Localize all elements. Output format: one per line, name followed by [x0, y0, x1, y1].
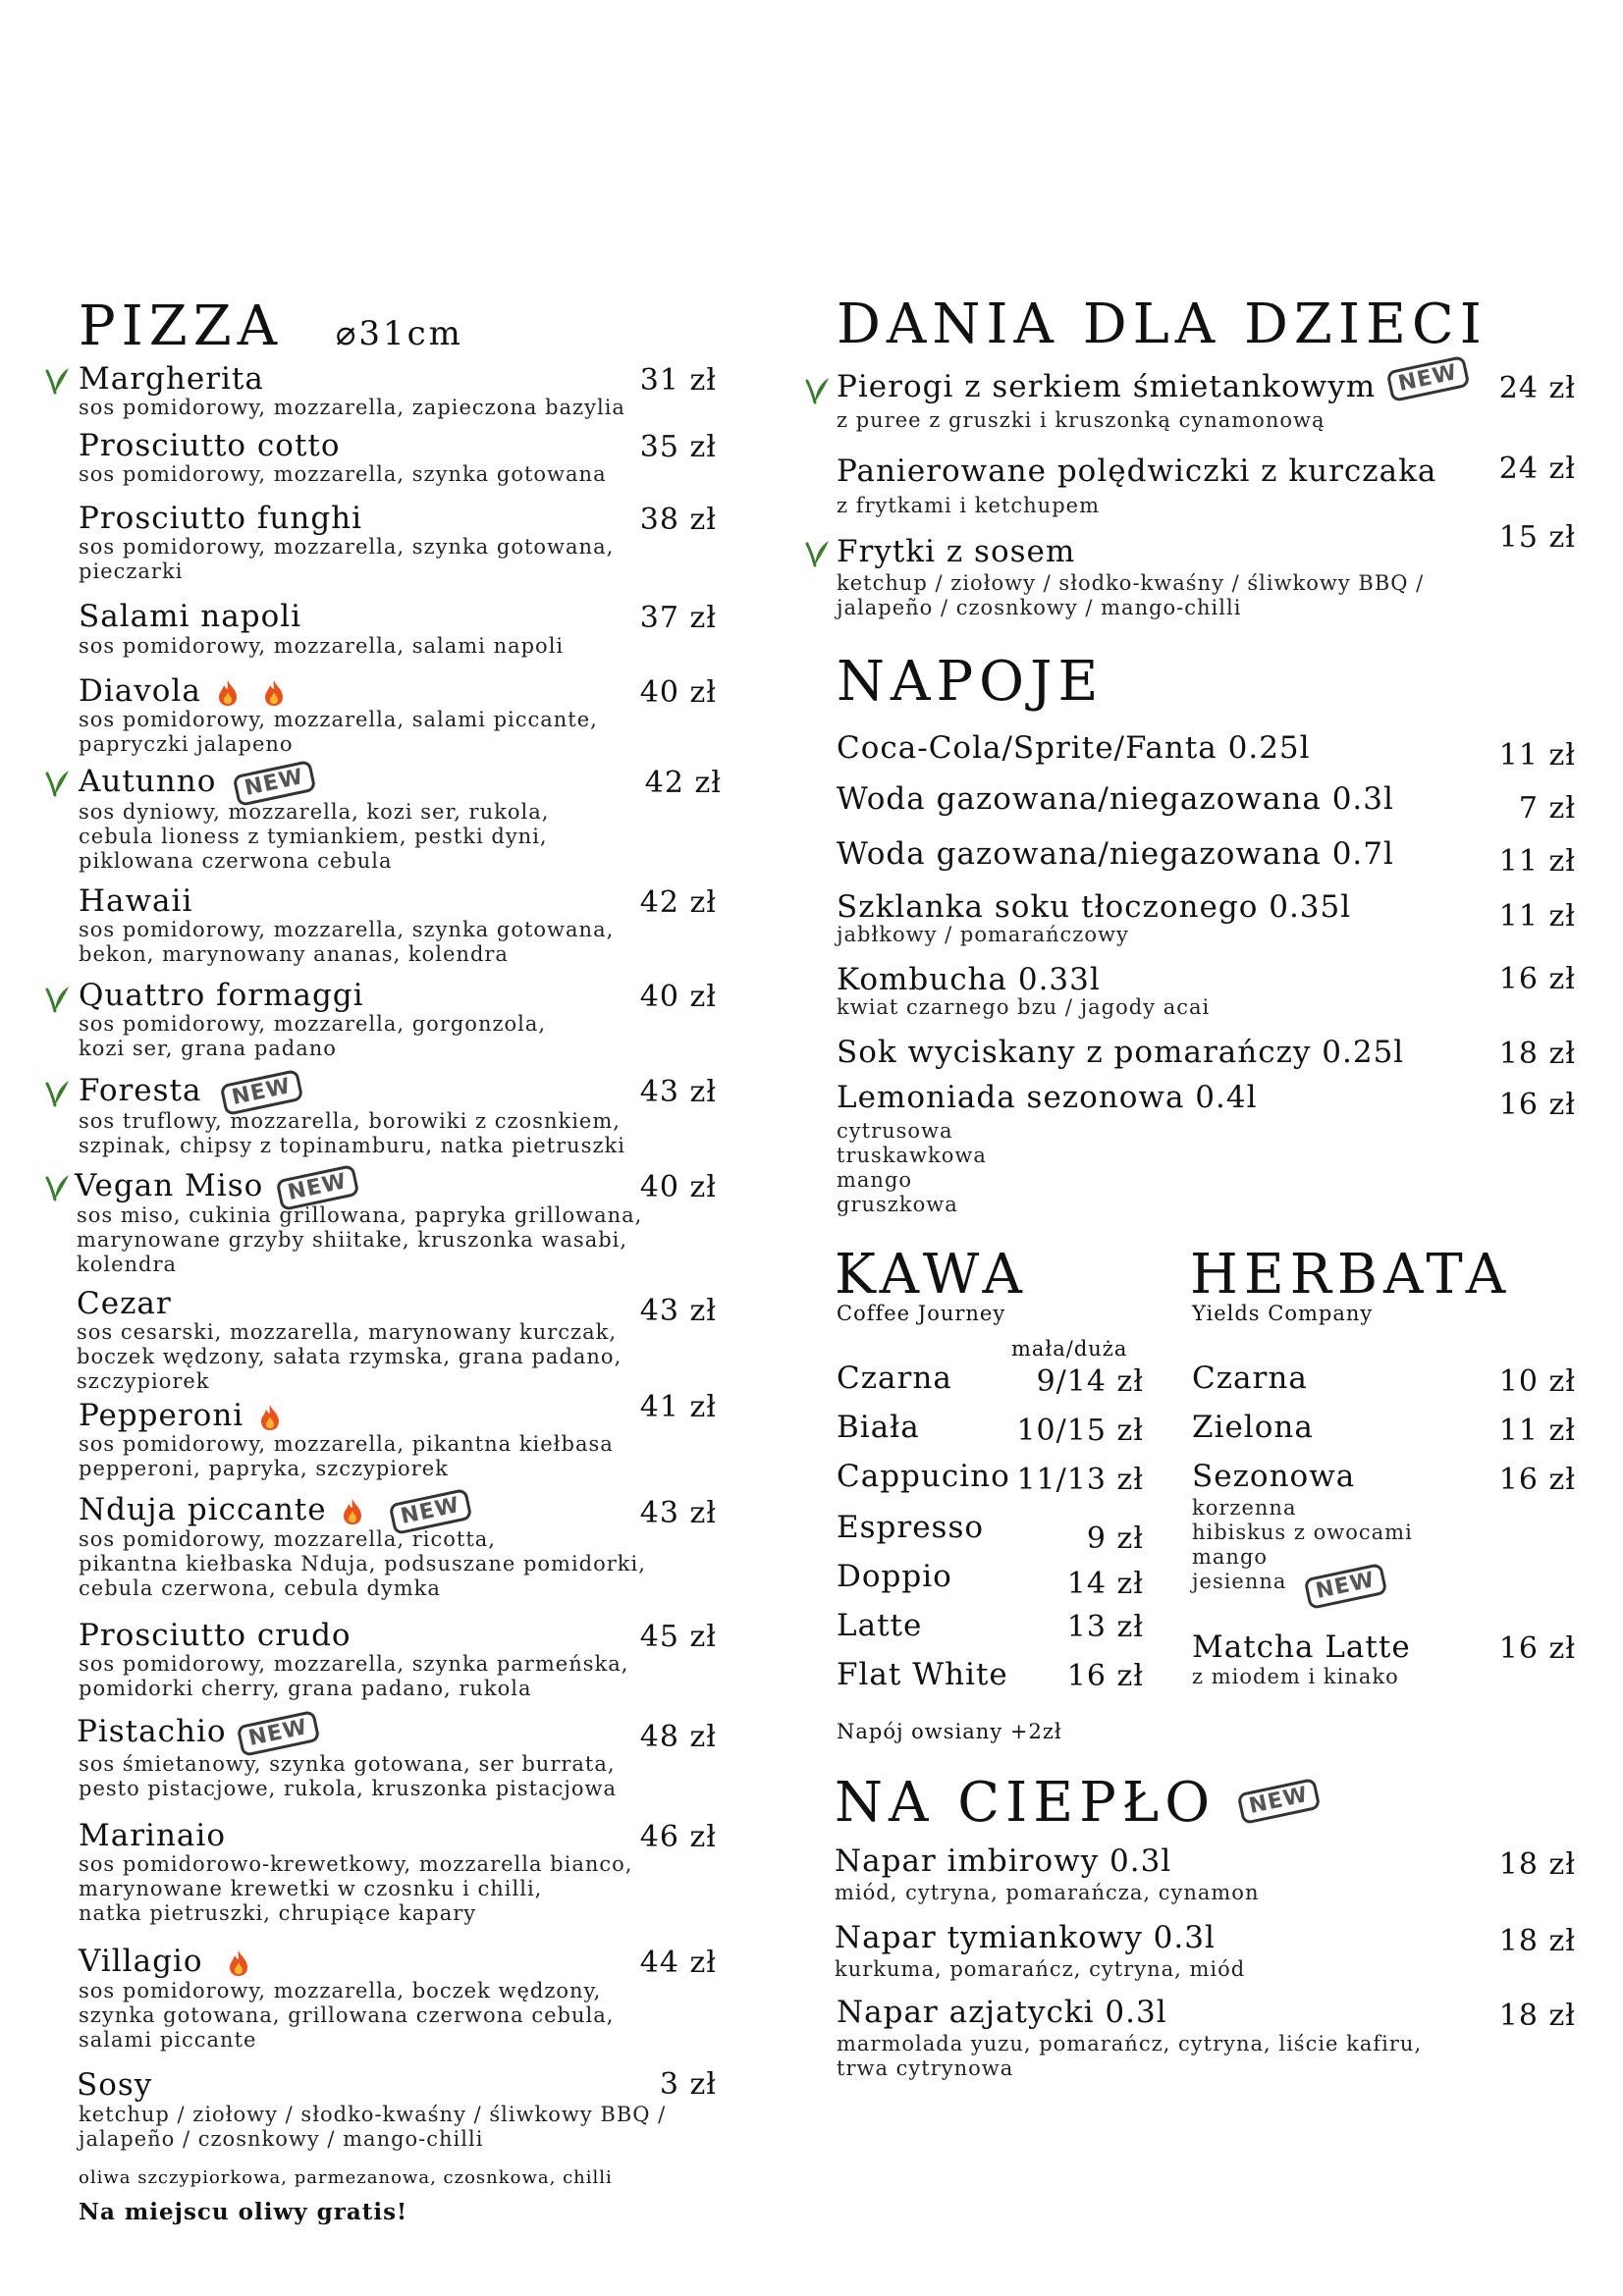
tea-subtitle: Yields Company	[1192, 1302, 1374, 1325]
menu-item-name: Flat White	[837, 1657, 1008, 1692]
menu-item-price: 24 zł	[1498, 452, 1576, 486]
menu-item-name: Salami napoli	[79, 599, 302, 634]
item-name-text: Pepperoni	[79, 1398, 244, 1433]
new-badge: NEW	[1237, 1777, 1322, 1824]
menu-item-name: Espresso	[837, 1510, 985, 1545]
menu-item-price: 45 zł	[639, 1620, 717, 1654]
spicy-fire-icon	[262, 679, 286, 707]
new-badge: NEW	[389, 1487, 473, 1534]
menu-item-name: Matcha Latte	[1192, 1629, 1411, 1665]
item-name-text: Foresta	[79, 1073, 202, 1108]
menu-item-name: Lemoniada sezonowa 0.4l	[837, 1080, 1258, 1115]
menu-item-name: Napar imbirowy 0.3l	[835, 1843, 1172, 1879]
menu-item-desc: sos dyniowy, mozzarella, kozi ser, rukola, cebula lioness z tymiankiem, pestki dyni, piklowana czerwona cebula	[79, 800, 550, 873]
menu-item-price: 16 zł	[1066, 1659, 1144, 1693]
menu-item-price: 7 zł	[1518, 791, 1576, 826]
menu-item-desc: z miodem i kinako	[1192, 1665, 1399, 1688]
menu-item-name: Szklanka soku tłoczonego 0.35l	[837, 889, 1352, 925]
menu-item-price: 43 zł	[639, 1075, 717, 1109]
item-name-text: Pierogi z serkiem śmietankowym	[837, 369, 1377, 404]
drinks-title: NAPOJE	[837, 650, 1105, 714]
oils-list: oliwa szczypiorkowa, parmezanowa, czosnkowa, chilli	[79, 2167, 613, 2188]
menu-item-price: 42 zł	[639, 885, 717, 920]
pizza-title	[79, 294, 463, 358]
menu-item-desc: cytrusowa truskawkowa mango gruszkowa	[837, 1119, 987, 1216]
menu-item-name	[79, 1944, 250, 1979]
menu-item-price: 11 zł	[1498, 844, 1576, 879]
menu-item-price: 46 zł	[639, 1820, 717, 1854]
menu-item-price: 18 zł	[1498, 1999, 1576, 2033]
menu-item-price: 11 zł	[1498, 1414, 1576, 1448]
menu-item-name: Woda gazowana/niegazowana 0.3l	[837, 781, 1394, 817]
menu-item-desc: korzenna hibiskus z owocami mango jesienna	[1192, 1496, 1413, 1593]
pizza-size: ⌀31cm	[335, 314, 463, 353]
item-name-text: Nduja piccante	[79, 1492, 327, 1527]
menu-item-price: 11/13 zł	[1016, 1463, 1144, 1497]
new-badge: NEW	[1304, 1563, 1388, 1610]
menu-item-desc: kwiat czarnego bzu / jagody acai	[837, 995, 1211, 1019]
menu-item-price: 9 zł	[1086, 1522, 1144, 1556]
menu-item-price: 43 zł	[639, 1294, 717, 1328]
spicy-fire-icon	[216, 679, 240, 707]
menu-item-price: 44 zł	[639, 1946, 717, 1980]
vegetarian-leaf-icon	[43, 1172, 71, 1201]
menu-item-price: 48 zł	[639, 1720, 717, 1754]
menu-item-price: 9/14 zł	[1036, 1364, 1144, 1399]
new-badge: NEW	[220, 1068, 304, 1115]
menu-item-name: Zielona	[1192, 1410, 1314, 1445]
menu-item-name	[75, 1168, 357, 1203]
vegetarian-leaf-icon	[43, 1078, 71, 1107]
menu-item-name: Cezar	[77, 1286, 172, 1321]
menu-item-desc: sos pomidorowy, mozzarella, salami napoli	[79, 634, 565, 658]
new-badge: NEW	[276, 1163, 360, 1210]
item-name-text: Vegan Miso	[75, 1168, 264, 1203]
menu-item-name: Margherita	[79, 361, 264, 397]
menu-item-desc: sos pomidorowy, mozzarella, pikantna kiełbasa pepperoni, papryka, szczypiorek	[79, 1432, 614, 1480]
menu-item-price: 16 zł	[1498, 1088, 1576, 1122]
warm-title	[835, 1771, 1319, 1835]
menu-item-desc: marmolada yuzu, pomarańcz, cytryna, liście kafiru, trwa cytrynowa	[837, 2032, 1423, 2080]
menu-item-desc: sos truflowy, mozzarella, borowiki z czosnkiem, szpinak, chipsy z topinamburu, natka pietruszki	[79, 1109, 625, 1157]
vegetarian-leaf-icon	[43, 768, 71, 797]
menu-item-desc: sos pomidorowy, mozzarella, boczek wędzony, szynka gotowana, grillowana czerwona cebula, salami piccante	[79, 1979, 615, 2052]
menu-item-name: Prosciutto funghi	[79, 501, 363, 536]
menu-item-desc: sos pomidorowy, mozzarella, gorgonzola, kozi ser, grana padano	[79, 1012, 547, 1060]
menu-item-price: 40 zł	[639, 980, 717, 1014]
menu-item-desc: z frytkami i ketchupem	[837, 494, 1100, 517]
menu-item-name: Kombucha 0.33l	[837, 962, 1101, 997]
menu-item-price: 35 zł	[639, 430, 717, 464]
coffee-subtitle: Coffee Journey	[837, 1302, 1006, 1325]
menu-item-name	[79, 673, 286, 709]
new-badge: NEW	[1386, 354, 1471, 401]
menu-item-name: Frytki z sosem	[837, 534, 1076, 569]
menu-item-name: Woda gazowana/niegazowana 0.7l	[837, 836, 1394, 872]
menu-item-desc: ketchup / ziołowy / słodko-kwaśny / śliwkowy BBQ / jalapeño / czosnkowy / mango-chilli	[837, 571, 1425, 619]
menu-item-name: Latte	[837, 1608, 923, 1643]
warm-heading: NA CIEPŁO	[835, 1771, 1217, 1835]
menu-item-price: 11 zł	[1498, 738, 1576, 773]
menu-item-price: 13 zł	[1066, 1610, 1144, 1644]
menu-item-desc: jabłkowy / pomarańczowy	[837, 923, 1129, 946]
menu-item-price: 3 zł	[659, 2067, 717, 2102]
oat-milk-note: Napój owsiany +2zł	[837, 1720, 1062, 1743]
vegetarian-leaf-icon	[803, 538, 831, 567]
menu-item-price: 40 zł	[639, 1170, 717, 1204]
menu-item-price: 10/15 zł	[1016, 1414, 1144, 1448]
menu-item-desc: kurkuma, pomarańcz, cytryna, miód	[835, 1957, 1246, 1981]
menu-item-name: Sosy	[77, 2067, 153, 2103]
menu-item-name: Sok wyciskany z pomarańczy 0.25l	[837, 1035, 1405, 1070]
tea-title: HERBATA	[1190, 1243, 1512, 1307]
menu-item-desc: sos pomidorowy, mozzarella, salami piccante, papryczki jalapeno	[79, 708, 598, 756]
menu-item-desc: sos pomidorowy, mozzarella, szynka gotowana, bekon, marynowany ananas, kolendra	[79, 918, 615, 966]
vegetarian-leaf-icon	[803, 375, 831, 404]
menu-item-name	[79, 1492, 470, 1527]
menu-item-price: 41 zł	[639, 1390, 717, 1424]
menu-item-price: 16 zł	[1498, 962, 1576, 996]
coffee-size-header: mała/duża	[1011, 1337, 1128, 1361]
menu-item-name: Sezonowa	[1192, 1459, 1356, 1494]
menu-item-name: Doppio	[837, 1559, 952, 1594]
menu-item-desc: sos cesarski, mozzarella, marynowany kurczak, boczek wędzony, sałata rzymska, grana padano, szczypiorek	[77, 1320, 622, 1393]
menu-item-name	[837, 359, 1468, 404]
menu-item-price: 15 zł	[1498, 520, 1576, 555]
spicy-fire-icon	[258, 1404, 282, 1431]
new-badge: NEW	[237, 1709, 321, 1756]
item-name-text: Diavola	[79, 673, 201, 709]
menu-item-name: Czarna	[837, 1361, 952, 1396]
menu-item-price: 16 zł	[1498, 1463, 1576, 1497]
menu-item-desc: sos pomidorowy, mozzarella, ricotta, pikantna kiełbaska Nduja, podsuszane pomidorki, cebula czerwona, cebula dymka	[79, 1527, 646, 1600]
menu-item-price: 18 zł	[1498, 1847, 1576, 1882]
menu-item-price: 16 zł	[1498, 1631, 1576, 1666]
menu-item-desc: ketchup / ziołowy / słodko-kwaśny / śliwkowy BBQ / jalapeño / czosnkowy / mango-chilli	[79, 2103, 667, 2151]
menu-item-price: 43 zł	[639, 1496, 717, 1530]
menu-item-price: 24 zł	[1498, 371, 1576, 405]
menu-item-name: Prosciutto crudo	[79, 1618, 352, 1653]
menu-item-price: 18 zł	[1498, 1924, 1576, 1958]
menu-item-price: 11 zł	[1498, 899, 1576, 934]
pizza-heading: PIZZA	[79, 294, 284, 358]
menu-item-name: Hawaii	[79, 883, 193, 919]
menu-item-price: 38 zł	[639, 503, 717, 537]
vegetarian-leaf-icon	[43, 365, 71, 395]
menu-item-name	[77, 1714, 318, 1749]
menu-item-name: Czarna	[1192, 1361, 1308, 1396]
menu-item-desc: sos śmietanowy, szynka gotowana, ser burrata, pesto pistacjowe, rukola, kruszonka pistacjowa	[79, 1752, 618, 1800]
menu-item-name: Cappucino	[837, 1459, 1010, 1494]
menu-item-desc: sos pomidorowy, mozzarella, szynka gotowana	[79, 462, 607, 486]
menu-item-price: 40 zł	[639, 675, 717, 710]
menu-item-price: 42 zł	[644, 766, 722, 800]
item-name-text: Villagio	[79, 1944, 203, 1979]
menu-item-price: 10 zł	[1498, 1364, 1576, 1399]
menu-item-name	[79, 764, 314, 799]
menu-item-name: Napar azjatycki 0.3l	[837, 1995, 1167, 2030]
kids-title: DANIA DLA DZIECI	[837, 293, 1488, 356]
item-name-text: Pistachio	[77, 1714, 227, 1749]
menu-item-name: Biała	[837, 1410, 920, 1445]
menu-item-desc: z puree z gruszki i kruszonką cynamonową	[837, 408, 1325, 432]
oils-note: Na miejscu oliwy gratis!	[79, 2199, 408, 2225]
menu-item-desc: sos pomidorowy, mozzarella, szynka parmeńska, pomidorki cherry, grana padano, rukola	[79, 1652, 629, 1700]
new-badge: NEW	[233, 759, 317, 806]
menu-item-name: Marinaio	[79, 1818, 226, 1853]
item-name-text: Autunno	[79, 764, 217, 799]
menu-item-name: Panierowane polędwiczki z kurczaka	[837, 454, 1437, 489]
vegetarian-leaf-icon	[43, 984, 71, 1013]
menu-item-price: 18 zł	[1498, 1037, 1576, 1071]
menu-item-name	[79, 1073, 301, 1108]
coffee-title: KAWA	[835, 1243, 1028, 1307]
spicy-fire-icon	[341, 1498, 364, 1525]
menu-item-desc: miód, cytryna, pomarańcza, cynamon	[835, 1881, 1260, 1904]
menu-item-name: Quattro formaggi	[79, 978, 364, 1013]
menu-item-name: Napar tymiankowy 0.3l	[835, 1920, 1216, 1955]
menu-item-desc: sos miso, cukinia grillowana, papryka grillowana, marynowane grzyby shiitake, kruszonka wasabi, kolendra	[77, 1203, 643, 1276]
menu-item-price: 37 zł	[639, 601, 717, 635]
spicy-fire-icon	[227, 1949, 250, 1977]
menu-item-price: 31 zł	[639, 363, 717, 398]
menu-item-name: Coca-Cola/Sprite/Fanta 0.25l	[837, 730, 1311, 766]
menu-item-price: 14 zł	[1066, 1567, 1144, 1601]
menu-item-desc: sos pomidorowy, mozzarella, szynka gotowana, pieczarki	[79, 535, 615, 583]
menu-item-desc: sos pomidorowy, mozzarella, zapieczona bazylia	[79, 396, 625, 419]
menu-item-name	[79, 1398, 282, 1433]
menu-item-name: Prosciutto cotto	[79, 428, 341, 463]
menu-item-desc: sos pomidorowo-krewetkowy, mozzarella bianco, marynowane krewetki w czosnku i chilli, natka pietruszki, chrupiące kapary	[79, 1852, 633, 1925]
